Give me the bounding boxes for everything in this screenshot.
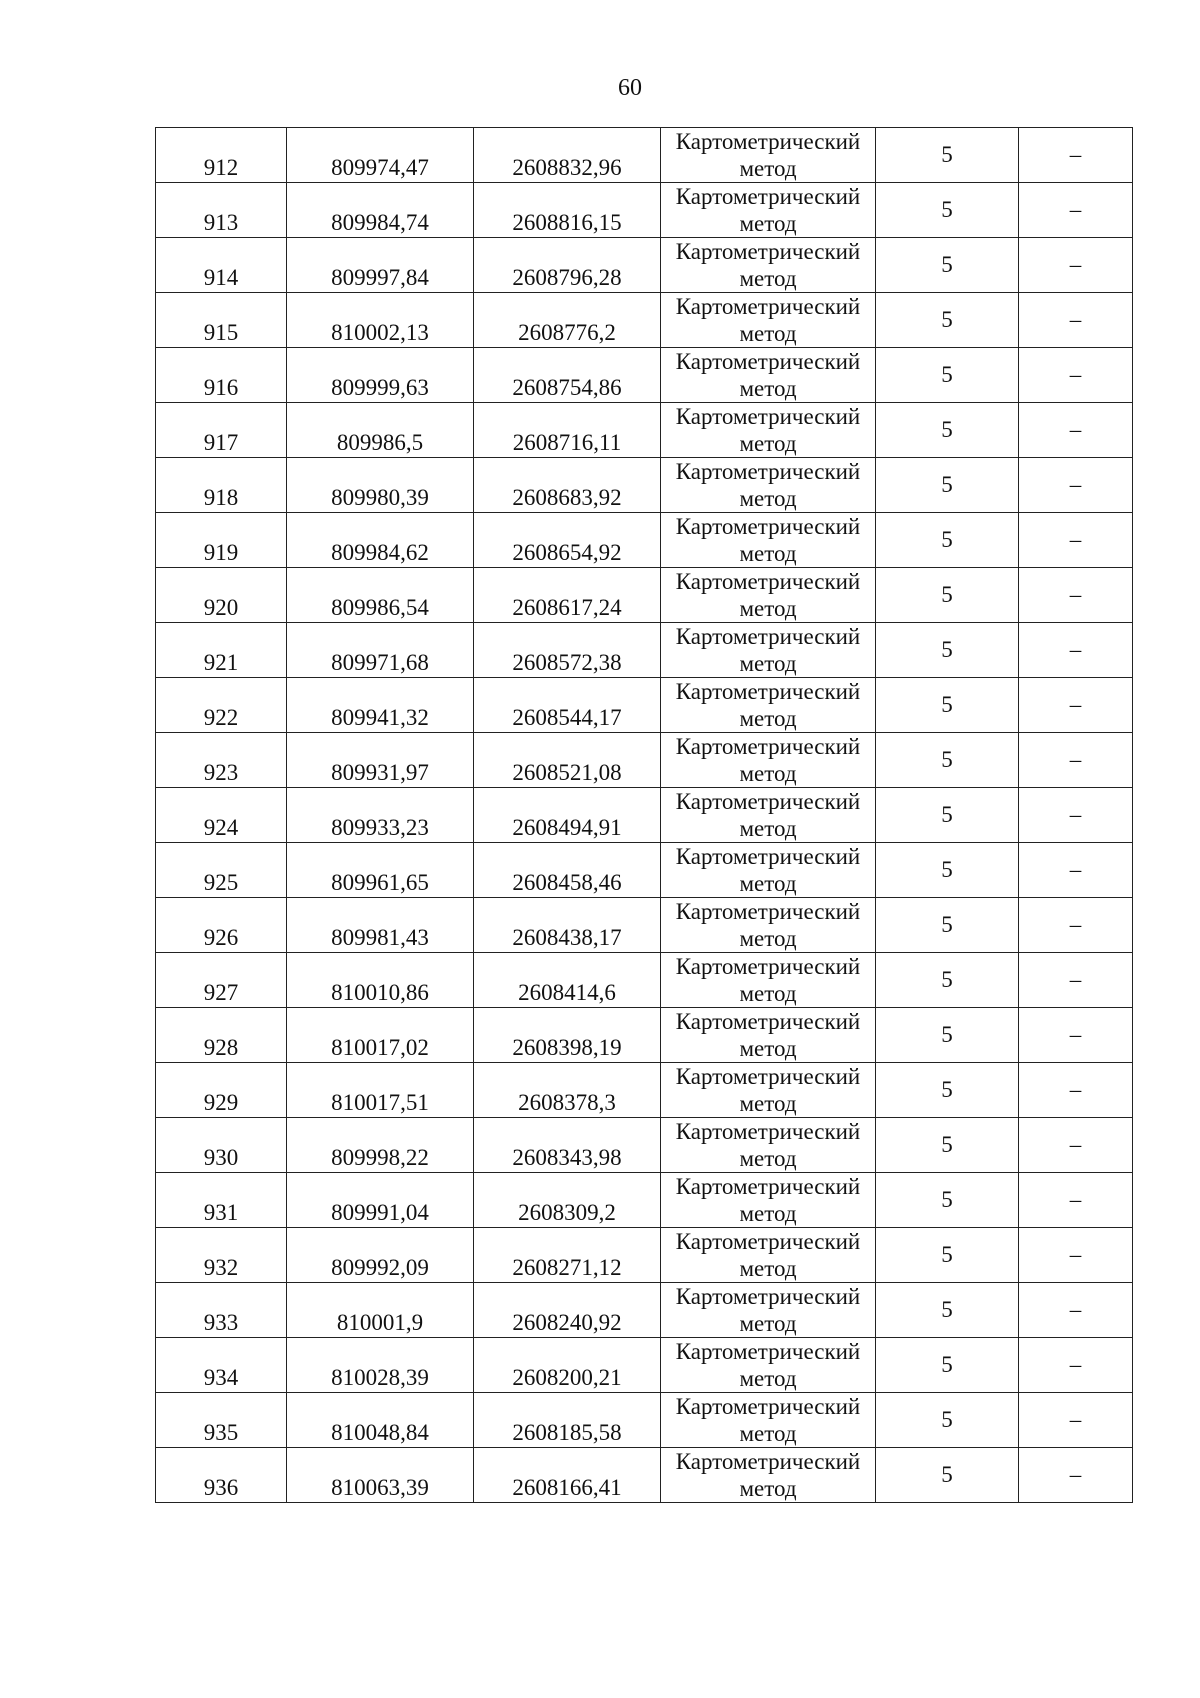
accuracy-cell: 5 [876, 238, 1019, 293]
accuracy-cell: 5 [876, 678, 1019, 733]
coordinate-x-cell: 809986,5 [287, 403, 474, 458]
table-row [156, 1448, 1133, 1503]
method-cell [661, 128, 876, 183]
point-number-cell: 921 [156, 623, 287, 678]
description-cell: – [1019, 348, 1133, 403]
accuracy-cell: 5 [876, 348, 1019, 403]
accuracy-cell: 5 [876, 403, 1019, 458]
description-cell: – [1019, 1448, 1133, 1503]
coordinate-x-cell: 810063,39 [287, 1448, 474, 1503]
description-cell: – [1019, 183, 1133, 238]
method-line-2: метод [739, 926, 797, 951]
method-line-1: Картометрический [675, 1229, 861, 1254]
coordinate-y-cell: 2608343,98 [474, 1118, 661, 1173]
point-number-cell: 922 [156, 678, 287, 733]
table-row [156, 403, 1133, 458]
method-cell [661, 843, 876, 898]
method-line-2: метод [739, 1421, 797, 1446]
method-line-2: метод [739, 431, 797, 456]
coordinate-x-cell: 810002,13 [287, 293, 474, 348]
point-number-cell: 919 [156, 513, 287, 568]
point-number-cell: 914 [156, 238, 287, 293]
point-number-cell: 935 [156, 1393, 287, 1448]
accuracy-cell: 5 [876, 1008, 1019, 1063]
method-line-2: метод [739, 211, 797, 236]
description-cell: – [1019, 623, 1133, 678]
method-line-2: метод [739, 706, 797, 731]
accuracy-cell: 5 [876, 183, 1019, 238]
description-cell: – [1019, 788, 1133, 843]
coordinate-x-cell: 809997,84 [287, 238, 474, 293]
method-line-1: Картометрический [675, 1009, 861, 1034]
accuracy-cell: 5 [876, 458, 1019, 513]
method-line-1: Картометрический [675, 1119, 861, 1144]
method-line-1: Картометрический [675, 1064, 861, 1089]
method-line-1: Картометрический [675, 569, 861, 594]
description-cell: – [1019, 898, 1133, 953]
coordinate-y-cell: 2608754,86 [474, 348, 661, 403]
table-row [156, 1008, 1133, 1063]
table-row [156, 128, 1133, 183]
method-cell [661, 1008, 876, 1063]
coordinate-y-cell: 2608683,92 [474, 458, 661, 513]
method-line-2: метод [739, 651, 797, 676]
description-cell: – [1019, 1008, 1133, 1063]
method-line-2: метод [739, 816, 797, 841]
table-row [156, 1338, 1133, 1393]
accuracy-cell: 5 [876, 843, 1019, 898]
coordinate-y-cell: 2608832,96 [474, 128, 661, 183]
coordinate-y-cell: 2608240,92 [474, 1283, 661, 1338]
method-cell [661, 1173, 876, 1228]
point-number-cell: 924 [156, 788, 287, 843]
method-cell [661, 953, 876, 1008]
method-line-2: метод [739, 486, 797, 511]
description-cell: – [1019, 1173, 1133, 1228]
coordinates-table [155, 127, 1133, 1503]
description-cell: – [1019, 128, 1133, 183]
coordinate-y-cell: 2608776,2 [474, 293, 661, 348]
point-number-cell: 915 [156, 293, 287, 348]
method-line-1: Картометрический [675, 844, 861, 869]
table-row [156, 678, 1133, 733]
method-line-2: метод [739, 1256, 797, 1281]
table-row [156, 953, 1133, 1008]
accuracy-cell: 5 [876, 898, 1019, 953]
coordinate-y-cell: 2608521,08 [474, 733, 661, 788]
coordinate-y-cell: 2608572,38 [474, 623, 661, 678]
description-cell: – [1019, 1063, 1133, 1118]
coordinate-x-cell: 809984,62 [287, 513, 474, 568]
method-line-1: Картометрический [675, 349, 861, 374]
method-cell [661, 1063, 876, 1118]
point-number-cell: 928 [156, 1008, 287, 1063]
table-row [156, 348, 1133, 403]
point-number-cell: 932 [156, 1228, 287, 1283]
method-line-2: метод [739, 1036, 797, 1061]
coordinate-x-cell: 810017,51 [287, 1063, 474, 1118]
method-line-2: метод [739, 321, 797, 346]
method-cell [661, 788, 876, 843]
coordinate-x-cell: 810001,9 [287, 1283, 474, 1338]
coordinate-x-cell: 809974,47 [287, 128, 474, 183]
coordinate-x-cell: 809998,22 [287, 1118, 474, 1173]
coordinate-x-cell: 810010,86 [287, 953, 474, 1008]
method-line-2: метод [739, 1476, 797, 1501]
accuracy-cell: 5 [876, 623, 1019, 678]
method-line-2: метод [739, 266, 797, 291]
point-number-cell: 936 [156, 1448, 287, 1503]
table-row [156, 843, 1133, 898]
table-row [156, 1173, 1133, 1228]
coordinate-x-cell: 809931,97 [287, 733, 474, 788]
method-cell [661, 733, 876, 788]
coordinate-x-cell: 809941,32 [287, 678, 474, 733]
method-cell [661, 238, 876, 293]
method-line-2: метод [739, 541, 797, 566]
accuracy-cell: 5 [876, 568, 1019, 623]
method-line-2: метод [739, 871, 797, 896]
point-number-cell: 929 [156, 1063, 287, 1118]
method-line-2: метод [739, 1091, 797, 1116]
description-cell: – [1019, 1338, 1133, 1393]
method-line-1: Картометрический [675, 1174, 861, 1199]
method-line-2: метод [739, 1366, 797, 1391]
method-line-1: Картометрический [675, 789, 861, 814]
accuracy-cell: 5 [876, 788, 1019, 843]
method-line-1: Картометрический [675, 459, 861, 484]
point-number-cell: 916 [156, 348, 287, 403]
table-row [156, 1118, 1133, 1173]
method-cell [661, 513, 876, 568]
table-row [156, 183, 1133, 238]
point-number-cell: 920 [156, 568, 287, 623]
point-number-cell: 933 [156, 1283, 287, 1338]
accuracy-cell: 5 [876, 128, 1019, 183]
method-line-1: Картометрический [675, 679, 861, 704]
method-line-1: Картометрический [675, 184, 861, 209]
method-line-1: Картометрический [675, 294, 861, 319]
coordinate-y-cell: 2608414,6 [474, 953, 661, 1008]
accuracy-cell: 5 [876, 1173, 1019, 1228]
coordinate-y-cell: 2608654,92 [474, 513, 661, 568]
accuracy-cell: 5 [876, 1338, 1019, 1393]
description-cell: – [1019, 1393, 1133, 1448]
method-line-1: Картометрический [675, 954, 861, 979]
point-number-cell: 917 [156, 403, 287, 458]
method-cell [661, 898, 876, 953]
page-number: 60 [618, 75, 642, 101]
coordinate-y-cell: 2608494,91 [474, 788, 661, 843]
coordinate-x-cell: 809980,39 [287, 458, 474, 513]
coordinate-x-cell: 810017,02 [287, 1008, 474, 1063]
accuracy-cell: 5 [876, 1063, 1019, 1118]
method-line-2: метод [739, 596, 797, 621]
description-cell: – [1019, 238, 1133, 293]
method-line-1: Картометрический [675, 1449, 861, 1474]
coordinate-y-cell: 2608398,19 [474, 1008, 661, 1063]
accuracy-cell: 5 [876, 1228, 1019, 1283]
coordinate-y-cell: 2608378,3 [474, 1063, 661, 1118]
coordinate-y-cell: 2608166,41 [474, 1448, 661, 1503]
method-line-1: Картометрический [675, 1284, 861, 1309]
coordinate-x-cell: 809986,54 [287, 568, 474, 623]
point-number-cell: 926 [156, 898, 287, 953]
accuracy-cell: 5 [876, 733, 1019, 788]
table-row [156, 898, 1133, 953]
method-cell [661, 458, 876, 513]
method-cell [661, 1228, 876, 1283]
accuracy-cell: 5 [876, 1448, 1019, 1503]
coordinate-x-cell: 809971,68 [287, 623, 474, 678]
description-cell: – [1019, 513, 1133, 568]
coordinate-x-cell: 809984,74 [287, 183, 474, 238]
coordinate-y-cell: 2608438,17 [474, 898, 661, 953]
accuracy-cell: 5 [876, 953, 1019, 1008]
accuracy-cell: 5 [876, 1118, 1019, 1173]
description-cell: – [1019, 843, 1133, 898]
point-number-cell: 918 [156, 458, 287, 513]
coordinate-y-cell: 2608716,11 [474, 403, 661, 458]
method-line-1: Картометрический [675, 1339, 861, 1364]
description-cell: – [1019, 568, 1133, 623]
table-row [156, 733, 1133, 788]
table-row [156, 1228, 1133, 1283]
method-cell [661, 1283, 876, 1338]
point-number-cell: 930 [156, 1118, 287, 1173]
point-number-cell: 931 [156, 1173, 287, 1228]
coordinate-y-cell: 2608544,17 [474, 678, 661, 733]
method-line-1: Картометрический [675, 514, 861, 539]
description-cell: – [1019, 458, 1133, 513]
coordinate-y-cell: 2608458,46 [474, 843, 661, 898]
coordinate-y-cell: 2608200,21 [474, 1338, 661, 1393]
coordinate-y-cell: 2608796,28 [474, 238, 661, 293]
method-line-1: Картометрический [675, 239, 861, 264]
method-line-2: метод [739, 981, 797, 1006]
point-number-cell: 927 [156, 953, 287, 1008]
method-line-1: Картометрический [675, 1394, 861, 1419]
method-cell [661, 403, 876, 458]
point-number-cell: 934 [156, 1338, 287, 1393]
method-cell [661, 678, 876, 733]
method-cell [661, 568, 876, 623]
method-cell [661, 1393, 876, 1448]
coordinate-x-cell: 809992,09 [287, 1228, 474, 1283]
coordinate-y-cell: 2608271,12 [474, 1228, 661, 1283]
method-cell [661, 348, 876, 403]
description-cell: – [1019, 1228, 1133, 1283]
table-row [156, 788, 1133, 843]
coordinate-y-cell: 2608309,2 [474, 1173, 661, 1228]
method-line-1: Картометрический [675, 404, 861, 429]
coordinate-x-cell: 809961,65 [287, 843, 474, 898]
method-line-2: метод [739, 156, 797, 181]
method-cell [661, 1118, 876, 1173]
method-line-2: метод [739, 1311, 797, 1336]
coordinate-x-cell: 809933,23 [287, 788, 474, 843]
coordinate-x-cell: 809999,63 [287, 348, 474, 403]
table-row [156, 1393, 1133, 1448]
description-cell: – [1019, 403, 1133, 458]
method-line-1: Картометрический [675, 129, 861, 154]
method-cell [661, 1448, 876, 1503]
method-line-1: Картометрический [675, 734, 861, 759]
accuracy-cell: 5 [876, 1393, 1019, 1448]
table-row [156, 238, 1133, 293]
coordinates-table-body [156, 128, 1133, 1503]
method-cell [661, 293, 876, 348]
method-cell [661, 183, 876, 238]
coordinate-y-cell: 2608617,24 [474, 568, 661, 623]
point-number-cell: 912 [156, 128, 287, 183]
table-row [156, 293, 1133, 348]
description-cell: – [1019, 1118, 1133, 1173]
table-row [156, 1063, 1133, 1118]
point-number-cell: 913 [156, 183, 287, 238]
method-line-2: метод [739, 761, 797, 786]
table-row [156, 623, 1133, 678]
coordinate-y-cell: 2608816,15 [474, 183, 661, 238]
method-line-2: метод [739, 1146, 797, 1171]
method-line-2: метод [739, 376, 797, 401]
description-cell: – [1019, 1283, 1133, 1338]
coordinate-x-cell: 809981,43 [287, 898, 474, 953]
method-cell [661, 1338, 876, 1393]
coordinate-x-cell: 809991,04 [287, 1173, 474, 1228]
coordinate-x-cell: 810048,84 [287, 1393, 474, 1448]
table-row [156, 568, 1133, 623]
table-row [156, 1283, 1133, 1338]
coordinate-x-cell: 810028,39 [287, 1338, 474, 1393]
description-cell: – [1019, 293, 1133, 348]
accuracy-cell: 5 [876, 513, 1019, 568]
method-line-1: Картометрический [675, 624, 861, 649]
method-line-1: Картометрический [675, 899, 861, 924]
point-number-cell: 923 [156, 733, 287, 788]
point-number-cell: 925 [156, 843, 287, 898]
method-line-2: метод [739, 1201, 797, 1226]
description-cell: – [1019, 953, 1133, 1008]
description-cell: – [1019, 678, 1133, 733]
method-cell [661, 623, 876, 678]
accuracy-cell: 5 [876, 1283, 1019, 1338]
accuracy-cell: 5 [876, 293, 1019, 348]
coordinate-y-cell: 2608185,58 [474, 1393, 661, 1448]
table-row [156, 458, 1133, 513]
table-row [156, 513, 1133, 568]
description-cell: – [1019, 733, 1133, 788]
